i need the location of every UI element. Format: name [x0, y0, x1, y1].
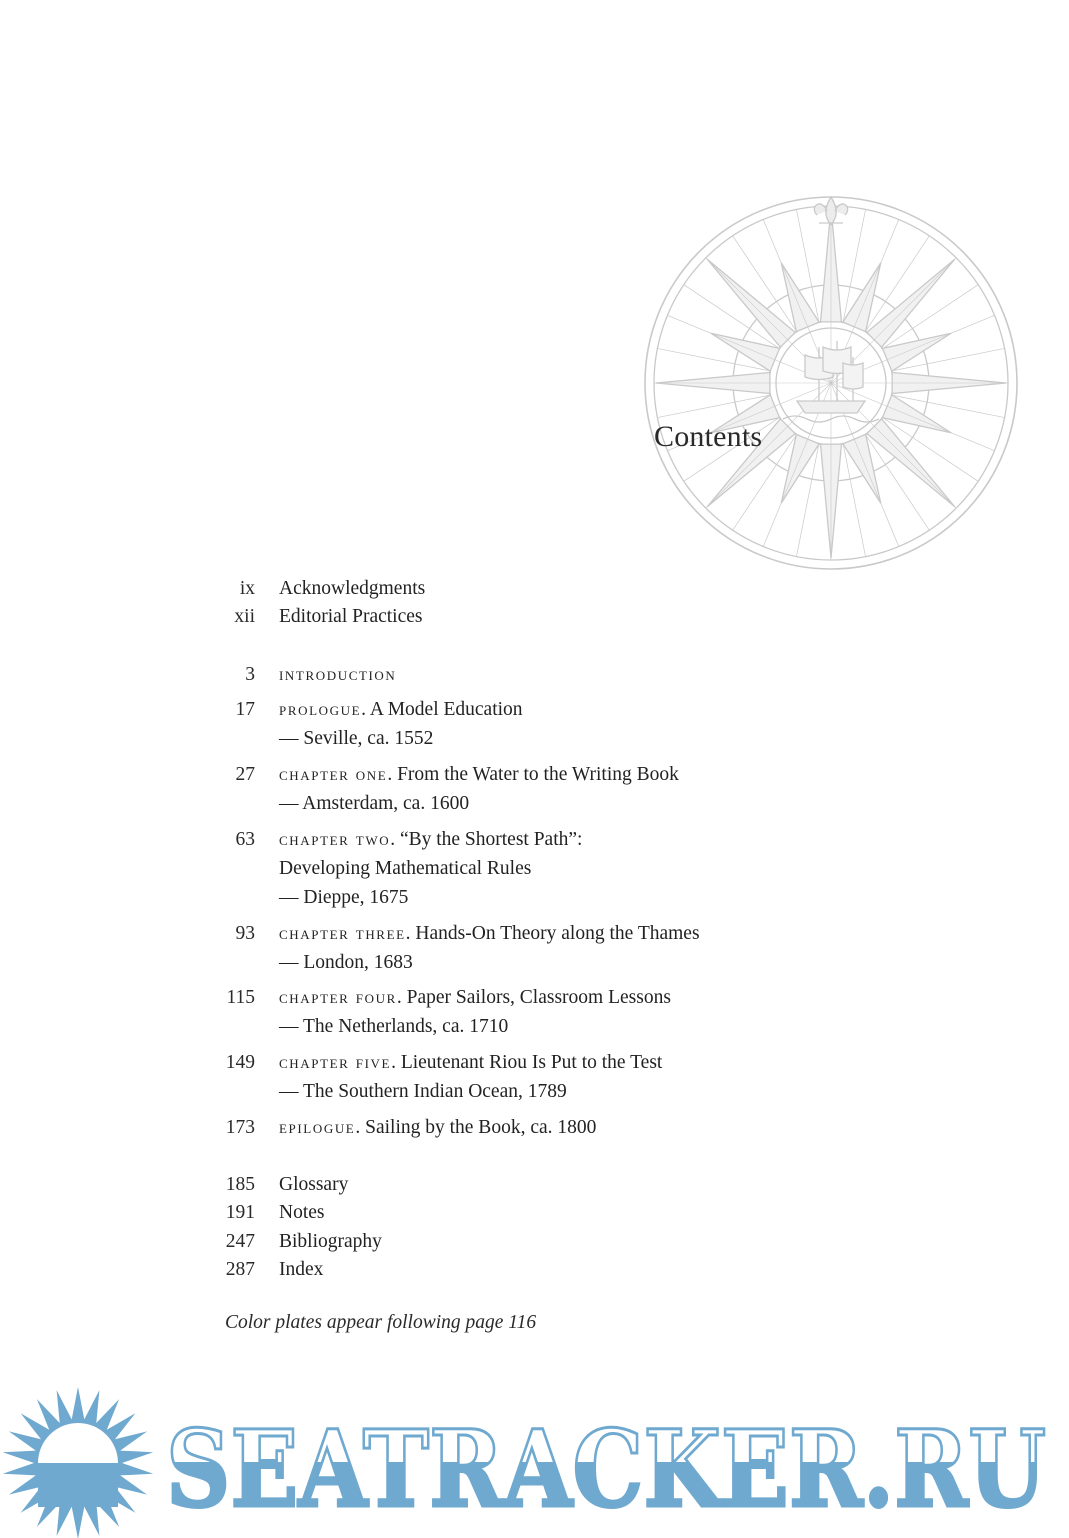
- toc-page-number: ix: [239, 578, 255, 599]
- toc-page-number: 63: [235, 829, 255, 850]
- watermark-text: SEATRACKER.RU: [166, 1406, 1046, 1531]
- page-title: Contents: [654, 420, 763, 453]
- toc-entry-location: — The Netherlands, ca. 1710: [279, 1016, 509, 1037]
- toc-entry-title: Editorial Practices: [279, 606, 423, 627]
- toc-page-number: 115: [226, 987, 255, 1008]
- toc-page-number: 247: [225, 1231, 255, 1252]
- toc-page-number: 149: [225, 1052, 255, 1073]
- toc-entry-label: prologue: [279, 699, 362, 720]
- toc-entry-title: From the Water to the Writing Book: [397, 764, 679, 785]
- sunburst-icon: [3, 1387, 153, 1538]
- toc-entry-label: chapter four: [279, 987, 397, 1008]
- toc-entry-label: chapter one: [279, 764, 388, 785]
- toc-entry-title: “By the Shortest Path”:: [399, 829, 583, 850]
- toc-entry-title: Acknowledgments: [279, 578, 426, 599]
- color-plates-note: Color plates appear following page 116: [225, 1312, 537, 1333]
- toc-entry-title: Lieutenant Riou Is Put to the Test: [400, 1052, 663, 1073]
- toc-entry-location: — Seville, ca. 1552: [279, 728, 434, 749]
- toc-entry-title: Paper Sailors, Classroom Lessons: [406, 987, 671, 1008]
- toc-page-number: 191: [225, 1202, 255, 1223]
- toc-entry-title: Glossary: [279, 1174, 349, 1195]
- toc-page-number: xii: [234, 606, 255, 627]
- toc-entry-title: Sailing by the Book, ca. 1800: [365, 1117, 597, 1138]
- toc-page-number: 287: [225, 1259, 255, 1280]
- toc-entry-location: — The Southern Indian Ocean, 1789: [279, 1081, 567, 1102]
- toc-entry-label: introduction: [279, 664, 397, 685]
- compass-rose-with-ship-icon: [641, 193, 1021, 573]
- toc-entry-title: A Model Education: [369, 699, 523, 720]
- toc-page-number: 185: [225, 1174, 255, 1195]
- toc-entry-location: — London, 1683: [279, 952, 413, 973]
- toc-page-number: 93: [235, 923, 255, 944]
- toc-entry-title: Notes: [279, 1202, 325, 1223]
- toc-page-number: 3: [245, 664, 255, 685]
- toc-entry-location: — Dieppe, 1675: [279, 887, 409, 908]
- toc-entry-label: chapter two: [279, 829, 391, 850]
- toc-entry-title: Bibliography: [279, 1231, 382, 1252]
- toc-entry-label: chapter three: [279, 923, 406, 944]
- toc-entry-subtitle: Developing Mathematical Rules: [279, 858, 532, 879]
- toc-page-number: 27: [235, 764, 255, 785]
- toc-entry-label: chapter five: [279, 1052, 392, 1073]
- toc-entry-title: Hands-On Theory along the Thames: [415, 923, 700, 944]
- toc-entry-label: epilogue: [279, 1117, 356, 1138]
- seatracker-watermark: [0, 1378, 1069, 1538]
- toc-entry-title: Index: [279, 1259, 324, 1280]
- toc-entry-location: — Amsterdam, ca. 1600: [279, 793, 470, 814]
- toc-page-number: 17: [235, 699, 255, 720]
- toc-page-number: 173: [225, 1117, 255, 1138]
